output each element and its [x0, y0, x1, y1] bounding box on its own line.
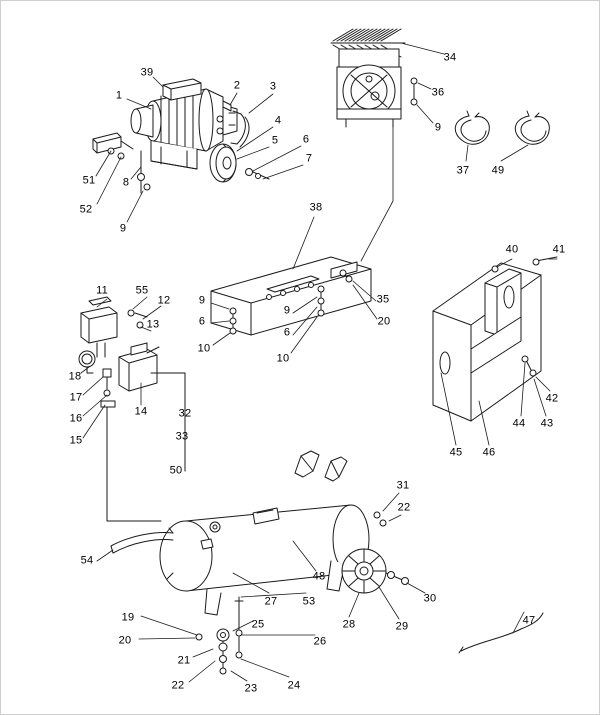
callout-40: 40: [505, 243, 519, 256]
callout-38: 38: [309, 201, 323, 214]
callout-6c: 6: [283, 326, 291, 339]
callout-54: 54: [80, 554, 94, 567]
callout-43: 43: [540, 417, 554, 430]
callout-39: 39: [140, 66, 154, 79]
callout-11: 11: [96, 284, 108, 297]
callout-17: 17: [69, 391, 83, 404]
callout-18: 18: [68, 370, 82, 383]
callout-9a: 9: [119, 222, 127, 235]
callout-45: 45: [449, 446, 463, 459]
callout-35: 35: [376, 293, 390, 306]
callout-46: 46: [482, 446, 496, 459]
callout-32: 32: [178, 407, 192, 420]
callout-37: 37: [456, 164, 470, 177]
callout-14: 14: [134, 405, 148, 418]
air-tank: [111, 451, 543, 674]
callout-8: 8: [122, 176, 130, 189]
callout-36: 36: [431, 86, 445, 99]
callout-10b: 10: [276, 352, 290, 365]
callout-9b: 9: [434, 121, 442, 134]
callout-26: 26: [313, 635, 327, 648]
callout-23: 23: [244, 682, 258, 695]
callout-21: 21: [177, 654, 191, 667]
callout-6b: 6: [198, 315, 206, 328]
callout-12: 12: [157, 294, 171, 307]
callout-28: 28: [342, 618, 356, 631]
callout-22a: 22: [397, 501, 411, 514]
callout-22b: 22: [171, 679, 185, 692]
callout-6a: 6: [302, 133, 310, 146]
callout-42: 42: [545, 392, 559, 405]
callout-10a: 10: [197, 342, 211, 355]
callout-9d: 9: [283, 304, 291, 317]
callout-50: 50: [169, 464, 183, 477]
callout-49: 49: [491, 164, 505, 177]
callout-1: 1: [115, 89, 123, 102]
callout-15: 15: [69, 434, 83, 447]
callout-55: 55: [135, 284, 149, 297]
callout-20a: 20: [377, 315, 391, 328]
callout-51: 51: [82, 174, 96, 187]
callout-20b: 20: [118, 634, 132, 647]
callout-41: 41: [552, 243, 566, 256]
pressure-switch-assembly: [79, 294, 185, 521]
base-plate: [211, 257, 371, 335]
diagram-artwork: [1, 1, 600, 715]
callout-29: 29: [395, 620, 409, 633]
callout-4: 4: [274, 114, 282, 127]
callout-30: 30: [423, 592, 437, 605]
callout-24: 24: [287, 679, 301, 692]
callout-2: 2: [233, 79, 241, 92]
callout-52: 52: [79, 203, 93, 216]
callout-3: 3: [269, 80, 277, 93]
callout-19: 19: [121, 611, 135, 624]
callout-47: 47: [522, 614, 536, 627]
callout-25: 25: [251, 618, 265, 631]
callout-44: 44: [512, 417, 526, 430]
callout-16: 16: [69, 412, 83, 425]
callout-5: 5: [271, 134, 279, 147]
callout-13: 13: [146, 318, 160, 331]
callout-9c: 9: [198, 294, 206, 307]
callout-34: 34: [443, 51, 457, 64]
callout-33: 33: [175, 430, 189, 443]
callout-27: 27: [264, 595, 278, 608]
callout-48: 48: [312, 570, 326, 583]
belt-guard: [433, 257, 557, 421]
callout-53: 53: [302, 595, 316, 608]
callout-7: 7: [305, 152, 313, 165]
callout-31: 31: [396, 479, 410, 492]
